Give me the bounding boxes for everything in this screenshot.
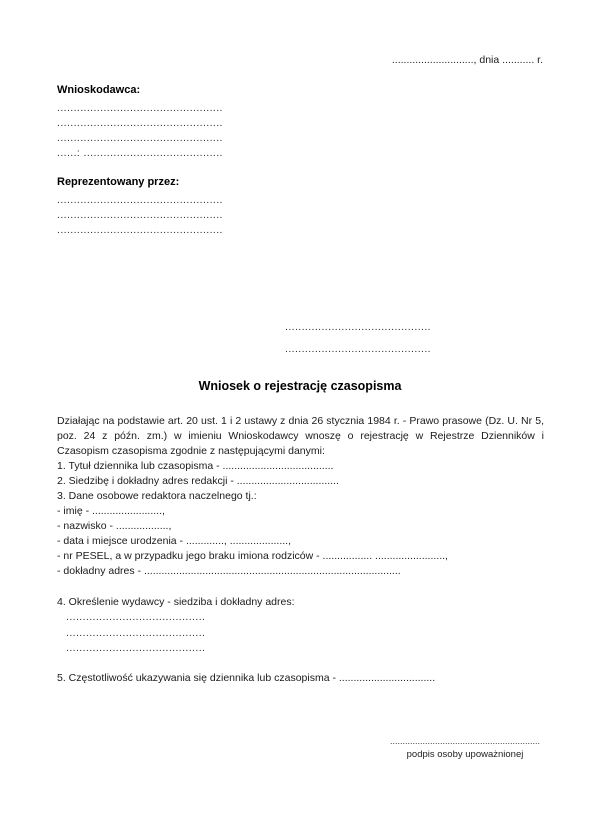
list-item-4 [57,595,544,657]
signature-section [387,736,543,760]
represented-by-label: Reprezentowany przez: [57,176,180,188]
represented-blank-line: .................................................. [57,224,223,236]
list-item-3-pesel: - nr PESEL, a w przypadku jego braku imiona rodziców - ................. ........................, [57,550,448,562]
intro-paragraph: Działając na podstawie art. 20 ust. 1 i 2 ustawy z dnia 26 stycznia 1984 r. - Prawo prasowe (Dz. U. Nr 5, poz. 24 z późn. zm.) w imieniu Wnioskodawcy wnoszę o rejestrację w Rejestrze Dzienników i Czasopism czasopisma zgodnie z następującymi danymi: [57,415,544,457]
addressee-lines [285,316,431,360]
list-item-4-label: 4. Określenie wydawcy - siedziba i dokładny adres: [57,596,295,608]
signature-blank-line: ............................................................ [389,736,541,746]
addressee-blank-line: ............................................ [285,343,431,355]
represented-by-section [57,176,223,238]
represented-blank-line: .................................................. [57,194,223,206]
represented-blank-line: .................................................. [57,209,223,221]
applicant-blank-line: .................................................. [57,102,223,114]
page-title: Wniosek o rejestrację czasopisma [198,379,402,393]
publisher-blank-line: .......................................... [66,611,206,623]
signature-caption: podpis osoby upoważnionej [406,749,524,760]
applicant-blank-line: ......: .......................................... [57,147,223,159]
list-item-5: 5. Częstotliwość ukazywania się dziennika lub czasopisma - ................................. [57,671,436,684]
date-line: ............................, dnia ........... r. [391,54,543,66]
list-item-2: 2. Siedzibę i dokładny adres redakcji - ................................... [57,475,339,487]
list-item-3-birth: - data i miejsce urodzenia - ............., ...................., [57,535,291,547]
list-item-3: 3. Dane osobowe redaktora naczelnego tj.: [57,490,257,502]
list-item-1: 1. Tytuł dziennika lub czasopisma - ...................................... [57,460,334,472]
applicant-label: Wnioskodawca: [57,84,141,96]
document-body [57,414,544,686]
list-item-3-name: - imię - ........................, [57,505,165,517]
publisher-blank-line: .......................................... [66,626,206,639]
list-item-3-surname: - nazwisko - .................., [57,520,172,532]
applicant-blank-line: .................................................. [57,117,223,129]
applicant-blank-line: .................................................. [57,132,223,144]
list-item-3-address: - dokładny adres - ........................................................................................ [57,565,401,577]
addressee-blank-line: ............................................ [285,321,431,333]
applicant-section [57,84,223,161]
publisher-blank-line: .......................................... [66,642,206,655]
